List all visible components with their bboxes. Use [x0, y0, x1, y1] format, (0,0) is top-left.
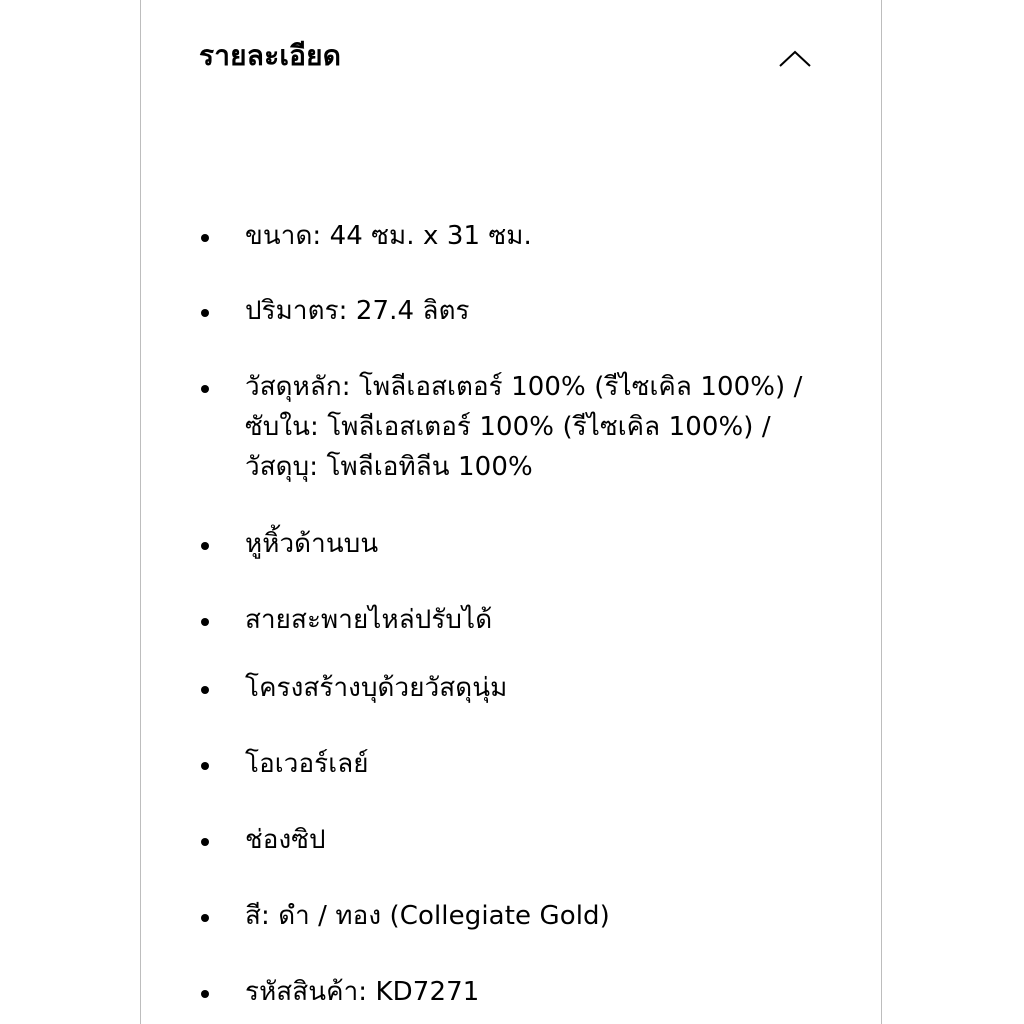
- bullet: [201, 914, 209, 922]
- list-item-text: รหัสสินค้า: KD7271: [245, 977, 480, 1007]
- list-item-text: สี: ดำ / ทอง (Collegiate Gold): [245, 901, 610, 931]
- list-item-text: โครงสร้างบุด้วยวัสดุนุ่ม: [245, 673, 508, 703]
- list-item-text: ช่องซิป: [245, 825, 326, 855]
- bullet: [201, 618, 209, 626]
- bullet: [201, 762, 209, 770]
- bullet: [201, 838, 209, 846]
- list-item-text: โอเวอร์เลย์: [245, 749, 369, 779]
- list-item-text: วัสดุหลัก: โพลีเอสเตอร์ 100% (รีไซเคิล 100%) / ซับใน: โพลีเอสเตอร์ 100% (รีไซเคิล 100%) / วัสดุบุ: โพลีเอทิลีน 100%: [245, 372, 803, 482]
- bullet: [201, 686, 209, 694]
- list-item-text: หูหิ้วด้านบน: [245, 529, 379, 559]
- bullet: [201, 234, 209, 242]
- bullet: [201, 990, 209, 998]
- bullet: [201, 385, 209, 393]
- list-item-text: ขนาด: 44 ซม. x 31 ซม.: [245, 221, 532, 251]
- list-item-text: สายสะพายไหล่ปรับได้: [245, 605, 493, 635]
- details-panel: [140, 0, 882, 1024]
- details-accordion-header[interactable]: [199, 36, 813, 80]
- list-item-text: ปริมาตร: 27.4 ลิตร: [245, 296, 470, 326]
- chevron-up-icon: [777, 42, 813, 72]
- bullet: [201, 309, 209, 317]
- bullet: [201, 542, 209, 550]
- details-title: รายละเอียด: [199, 39, 342, 72]
- collapse-toggle-button[interactable]: [777, 42, 813, 72]
